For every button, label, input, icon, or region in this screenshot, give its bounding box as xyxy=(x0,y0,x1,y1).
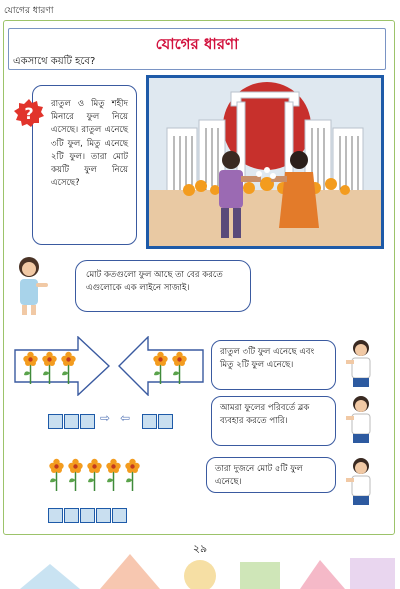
block-icon xyxy=(80,414,95,429)
story-bubble: রাতুল ও মিতু শহীদ মিনারে ফুল নিয়ে এসেছে। রাতুল এনেছে ৩টি ফুল, মিতু এনেছে ২টি ফুল। তারা মোট কয়টি ফুল নিয়ে এসেছে? xyxy=(32,85,137,245)
total-flowers xyxy=(48,458,141,492)
boy-speech-bubble-1: রাতুল ৩টি ফুল এনেছে এবং মিতু ২টি ফুল এনেছে। xyxy=(211,340,336,390)
page-title: যোগের ধারণা xyxy=(155,35,239,53)
flower-icon xyxy=(48,458,65,492)
shaheed-minar-illustration xyxy=(146,75,384,249)
mitu-flowers xyxy=(152,351,188,385)
flower-icon xyxy=(67,458,84,492)
block-icon xyxy=(112,508,127,523)
title-box xyxy=(8,28,386,70)
decorative-shapes-footer xyxy=(0,550,400,589)
question-mark: ? xyxy=(24,104,34,123)
flower-icon xyxy=(22,351,39,385)
boy-speech-bubble-2: আমরা ফুলের পরিবর্তে ব্লক ব্যবহার করতে পারি। xyxy=(211,396,336,446)
total-blocks xyxy=(48,508,128,523)
ratul-flowers xyxy=(22,351,77,385)
question-badge-icon xyxy=(14,98,44,128)
flower-icon xyxy=(152,351,169,385)
girl-speech-bubble: মোট কতগুলো ফুল আছে তা বের করতে এগুলোকে এক লাইনে সাজাই। xyxy=(75,260,251,312)
block-icon xyxy=(80,508,95,523)
small-left-arrow-icon: ⇦ xyxy=(120,411,131,425)
boy-speech-bubble-3: তারা দুজনে মোট ৫টি ফুল এনেছে। xyxy=(206,457,336,493)
block-icon xyxy=(142,414,157,429)
flower-icon xyxy=(171,351,188,385)
flower-icon xyxy=(105,458,122,492)
block-icon xyxy=(96,508,111,523)
page-subtitle: একসাথে কয়টি হবে? xyxy=(13,56,96,67)
ratul-blocks xyxy=(48,414,96,429)
block-icon xyxy=(64,508,79,523)
boy-figure-2 xyxy=(344,394,378,444)
flower-icon xyxy=(86,458,103,492)
block-icon xyxy=(158,414,173,429)
flower-icon xyxy=(124,458,141,492)
running-head: যোগের ধারণা xyxy=(4,6,54,16)
girl-figure xyxy=(14,255,50,317)
block-icon xyxy=(48,414,63,429)
boy-figure-1 xyxy=(344,338,378,388)
mitu-blocks xyxy=(142,414,174,429)
small-right-arrow-icon: ⇨ xyxy=(100,411,111,425)
flower-icon xyxy=(60,351,77,385)
block-icon xyxy=(64,414,79,429)
boy-figure-3 xyxy=(344,456,378,506)
block-icon xyxy=(48,508,63,523)
flower-icon xyxy=(41,351,58,385)
page-number: ২৯ xyxy=(192,542,208,555)
